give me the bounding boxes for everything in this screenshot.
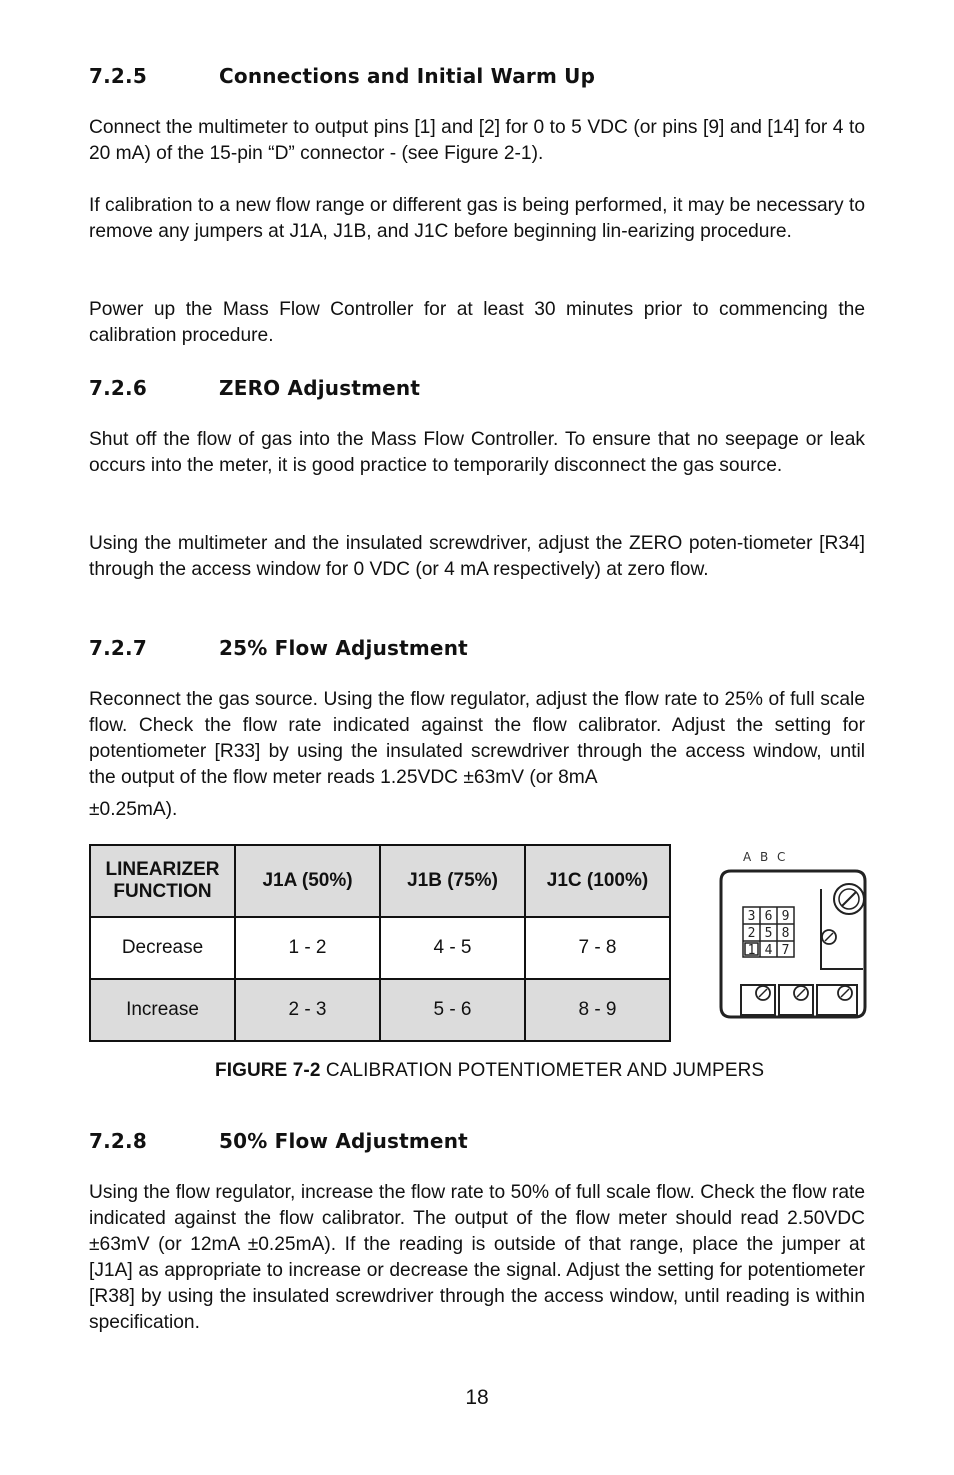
zero-pot-housing [821, 889, 863, 969]
trimmer-screw-icon [838, 986, 852, 1000]
paragraph: Shut off the flow of gas into the Mass Flow Controller. To ensure that no seepage or leak occurs into the meter, it is good practice to temporarily disconnect the gas source. [89, 429, 865, 476]
pin-number: 2 [747, 926, 756, 941]
table-row [90, 917, 670, 979]
table-header: J1A (50%) [235, 845, 380, 917]
trimmer-screw-icon [794, 986, 808, 1000]
figure-caption-text: CALIBRATION POTENTIOMETER AND JUMPERS [320, 1060, 765, 1081]
table-row [90, 979, 670, 1041]
table-header: J1B (75%) [380, 845, 525, 917]
pin-number: 5 [764, 926, 773, 941]
section-heading-7-2-6: 7.2.6 ZERO Adjustment [89, 376, 421, 400]
table-cell: 2 - 3 [235, 979, 380, 1041]
section-heading-7-2-8: 7.2.8 50% Flow Adjustment [89, 1129, 468, 1153]
figure-caption [215, 1060, 764, 1082]
paragraph: Reconnect the gas source. Using the flow regulator, adjust the flow rate to 25% of full scale flow. Check the flow rate indicated against the flow calibrator. Adjust the setting for potentiometer [R33] by using the insulated screwdriver through the access window, until the output of the flow meter reads 1.25VDC ±63mV (or 8mA [89, 689, 865, 788]
pin-number: 3 [747, 909, 756, 924]
pin-number: 4 [764, 943, 773, 958]
paragraph: Using the multimeter and the insulated screwdriver, adjust the ZERO poten-tiometer [R34] through the access window for 0 VDC (or 4 mA respectively) at zero flow. [89, 533, 865, 580]
table-cell: 8 - 9 [525, 979, 670, 1041]
paragraph: If calibration to a new flow range or different gas is being performed, it may be necessary to remove any jumpers at J1A, J1B, and J1C before beginning lin-earizing procedure. [89, 195, 865, 242]
table-header: J1C (100%) [525, 845, 670, 917]
table-cell: 5 - 6 [380, 979, 525, 1041]
column-letter: A [743, 850, 752, 864]
potentiometer-jumper-diagram [713, 845, 869, 1023]
column-letter: C [777, 850, 786, 864]
linearizer-jumper-table [89, 844, 671, 1042]
figure-label: FIGURE 7-2 [215, 1060, 321, 1081]
pin-number: 1 [747, 943, 756, 958]
table-cell: Increase [90, 979, 235, 1041]
small-potentiometer-icon [822, 930, 836, 944]
table-cell: Decrease [90, 917, 235, 979]
pin-number: 8 [781, 926, 790, 941]
pin-number: 9 [781, 909, 790, 924]
paragraph: ±0.25mA). [89, 799, 178, 820]
section-heading-7-2-7: 7.2.7 25% Flow Adjustment [89, 636, 468, 660]
paragraph: Power up the Mass Flow Controller for at least 30 minutes prior to commencing the calibration procedure. [89, 299, 865, 346]
zero-potentiometer-icon [834, 884, 864, 914]
table-cell: 4 - 5 [380, 917, 525, 979]
pin-number: 7 [781, 943, 790, 958]
page-number: 18 [465, 1386, 489, 1409]
column-letter: B [760, 850, 769, 864]
table-header: LINEARIZER FUNCTION [90, 845, 235, 917]
pin-number: 6 [764, 909, 773, 924]
section-heading-7-2-5: 7.2.5 Connections and Initial Warm Up [89, 64, 596, 88]
table-cell: 7 - 8 [525, 917, 670, 979]
trimmer-screw-icon [756, 986, 770, 1000]
paragraph: Using the flow regulator, increase the flow rate to 50% of full scale flow. Check the flow rate indicated against the flow calibrator. The output of the flow meter should read 2.50VDC ±63mV (or 12mA ±0.25mA). If the reading is outside of that range, place the jumper at [J1A] as appropriate to increase or decrease the signal. Adjust the setting for potentiometer [R38] by using the insulated screwdriver through the access window, until reading is within specification. [89, 1182, 865, 1333]
paragraph: Connect the multimeter to output pins [1] and [2] for 0 to 5 VDC (or pins [9] and [14] for 4 to 20 mA) of the 15-pin “D” connector - (see Figure 2-1). [89, 117, 865, 164]
table-header-row [90, 845, 670, 917]
table-cell: 1 - 2 [235, 917, 380, 979]
